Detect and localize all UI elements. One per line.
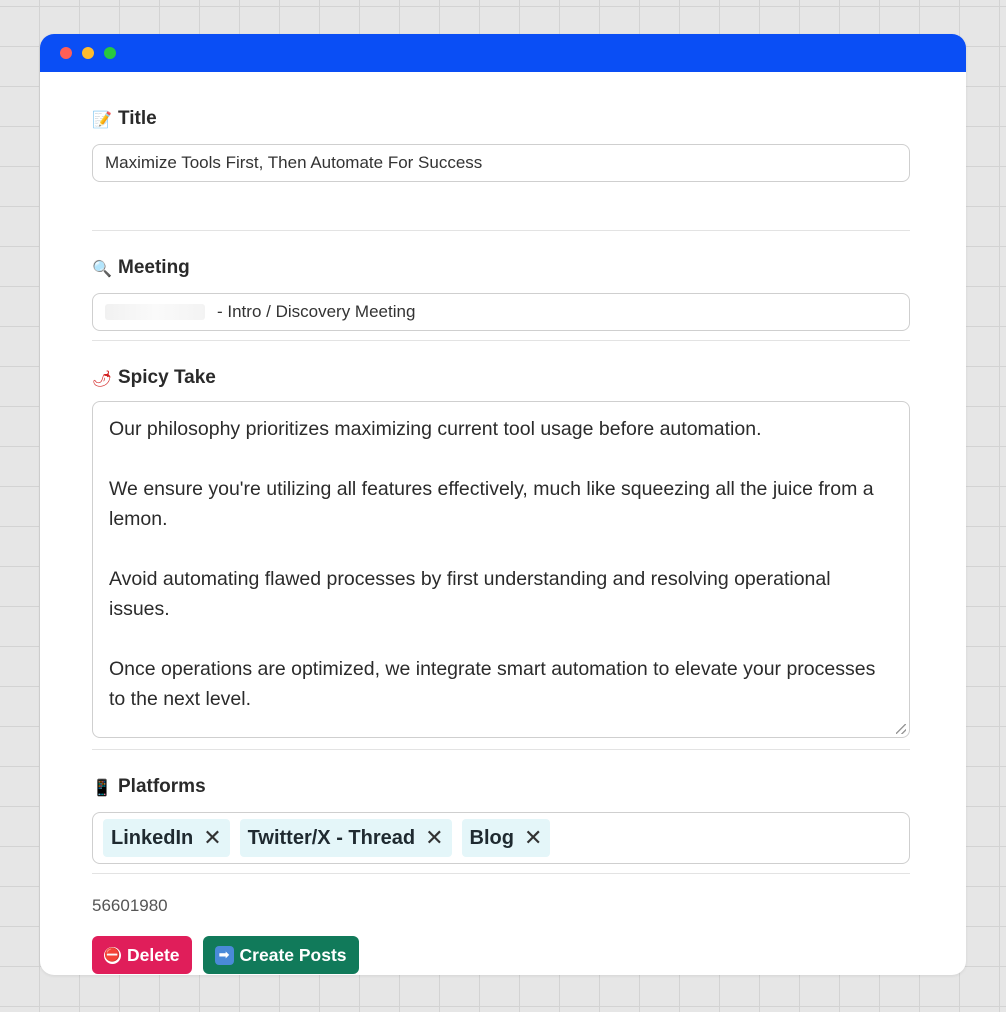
form (40, 72, 966, 974)
remove-tag-icon[interactable]: ✕ (523, 825, 543, 850)
spicy-take-textarea[interactable] (92, 401, 910, 738)
title-input-value: Maximize Tools First, Then Automate For Success (105, 153, 483, 172)
minimize-window-button[interactable] (82, 47, 94, 59)
create-posts-button-label: Create Posts (239, 944, 347, 965)
platform-tag-label: Blog (469, 826, 514, 849)
mobile-phone-icon: 📱 (92, 777, 112, 797)
meeting-section (92, 231, 910, 341)
meeting-select[interactable] (92, 293, 910, 331)
platforms-label-text: Platforms (118, 776, 206, 797)
memo-icon: 📝 (92, 109, 112, 129)
platform-tag-label: Twitter/X - Thread (247, 826, 416, 849)
delete-button[interactable] (92, 936, 192, 974)
spicy-take-text: Our philosophy prioritizes maximizing current tool usage before automation. We ensure you're utilizing all features effectively, much like squeezing all the juice from a lemon. Avoid automating flawed processes by first understanding and resolving operational issues. Once operations are optimized, we integrate smart automation to elevate your processes to the next level. (109, 418, 876, 710)
spicy-take-label-text: Spicy Take (118, 367, 216, 388)
title-label (92, 108, 910, 130)
record-id: 56601980 (92, 896, 168, 915)
window-titlebar (40, 34, 966, 72)
right-arrow-icon: ➡ (215, 946, 234, 965)
title-input[interactable] (92, 144, 910, 182)
platform-tag-blog (462, 819, 551, 857)
platforms-label (92, 776, 910, 798)
remove-tag-icon[interactable]: ✕ (203, 825, 222, 850)
create-posts-button[interactable] (203, 936, 359, 974)
redacted-meeting-name (105, 304, 205, 320)
pepper-icon: 🌶 (92, 368, 113, 388)
app-window (40, 34, 966, 975)
title-label-text: Title (118, 108, 157, 129)
close-window-button[interactable] (60, 47, 72, 59)
spicy-take-section (92, 341, 910, 750)
meeting-label (92, 257, 910, 279)
maximize-window-button[interactable] (104, 47, 116, 59)
spicy-take-label (92, 367, 910, 389)
delete-button-label: Delete (127, 944, 180, 965)
title-section (92, 108, 910, 231)
action-bar (92, 936, 910, 974)
platform-tag-label: LinkedIn (111, 826, 194, 849)
magnifier-icon: 🔍 (92, 258, 112, 278)
platform-tag-linkedin (103, 819, 230, 857)
platforms-multiselect[interactable] (92, 812, 910, 864)
remove-tag-icon[interactable]: ✕ (425, 825, 444, 850)
resize-handle-icon[interactable] (896, 724, 906, 734)
no-entry-icon: ⛔ (104, 947, 121, 963)
meeting-select-value: - Intro / Discovery Meeting (217, 302, 416, 321)
meeting-label-text: Meeting (118, 257, 190, 278)
platform-tag-twitter (240, 819, 452, 857)
platforms-section (92, 750, 910, 874)
